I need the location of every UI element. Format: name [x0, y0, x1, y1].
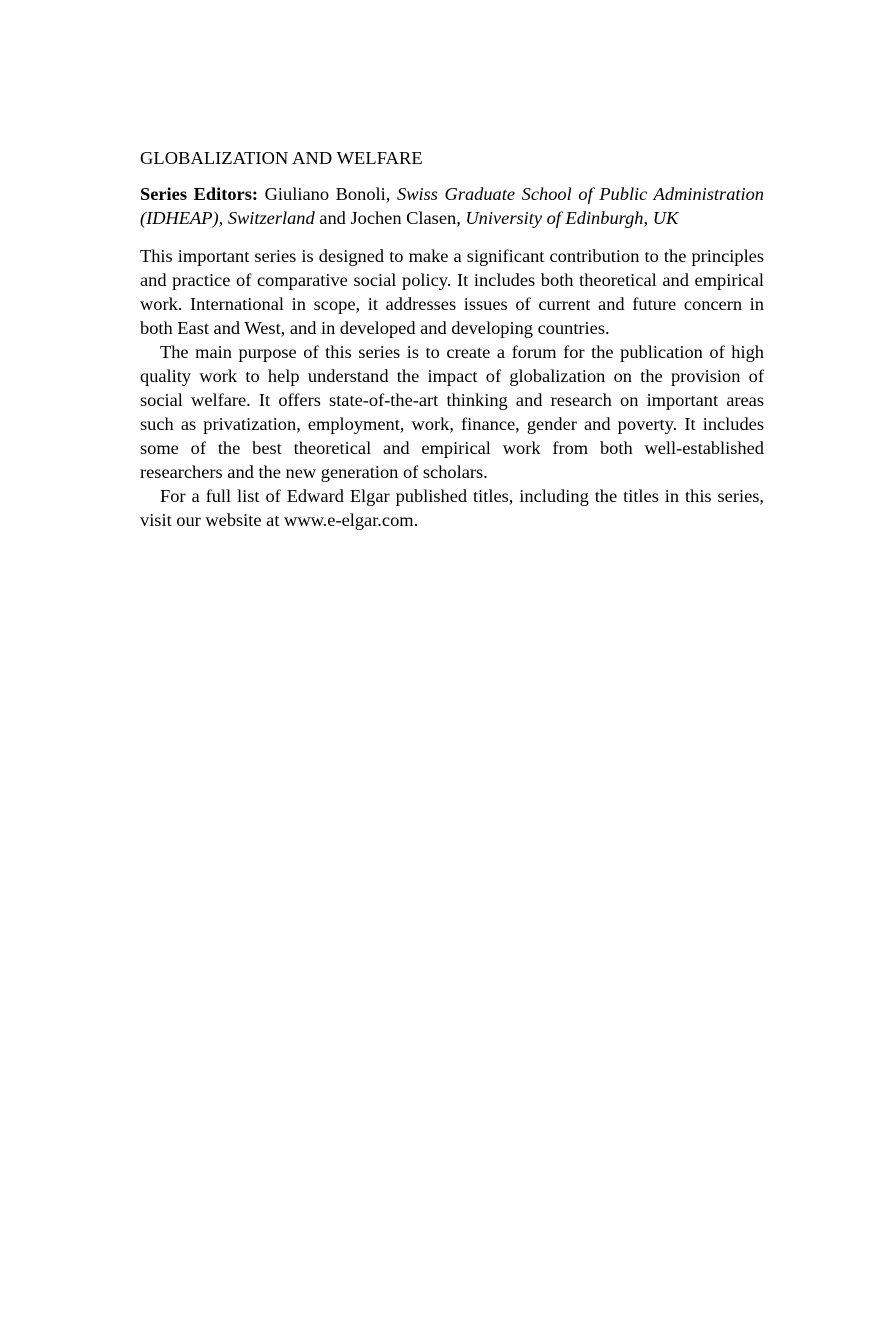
- series-website-paragraph: For a full list of Edward Elgar published titles, including the titles in this series, visit our website at www.e-elgar.com.: [140, 486, 764, 530]
- series-editors: [140, 182, 764, 230]
- series-page: [140, 146, 764, 532]
- series-purpose-paragraph: The main purpose of this series is to create a forum for the publication of high quality work to help understand the impact of globalization on the provision of social welfare. It offers state-of-the-art thinking and research on important areas such as privatization, employment, work, finance, gender and poverty. It includes some of the best theoretical and empirical work from both well-established researchers and the new generation of scholars.: [140, 342, 764, 482]
- editor-1-affiliation: Swiss Graduate School of Public Administration (IDHEAP), Switzerland: [140, 184, 765, 228]
- editor-2-name: Jochen Clasen,: [350, 208, 461, 228]
- editor-1-name: Giuliano Bonoli,: [264, 184, 391, 204]
- series-description-paragraph: This important series is designed to make a significant contribution to the principles and practice of comparative social policy. It includes both theoretical and empirical work. International in scope, it addresses issues of current and future concern in both East and West, and in developed and developing countries.: [140, 246, 764, 338]
- editor-2-affiliation: University of Edinburgh, UK: [465, 208, 679, 228]
- series-editors-label: Series Editors:: [140, 184, 258, 204]
- series-title: GLOBALIZATION AND WELFARE: [140, 148, 423, 168]
- editors-connector: and: [319, 208, 346, 228]
